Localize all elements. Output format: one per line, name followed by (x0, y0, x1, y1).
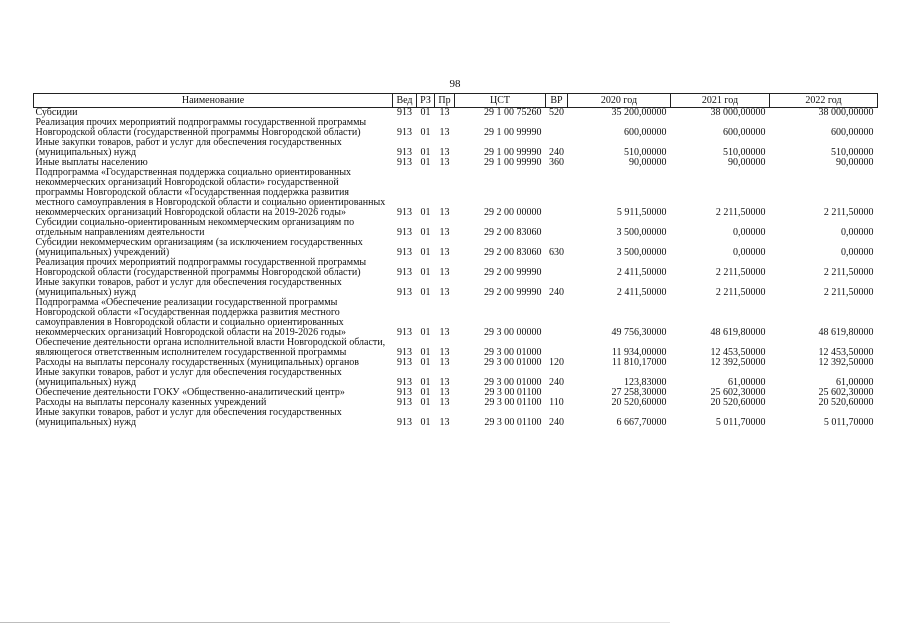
row-value-2020: 3 500,00000 (616, 247, 667, 258)
row-rz: 01 (420, 267, 431, 278)
row-vr: 360 (549, 157, 564, 168)
scan-edge-line-faint (400, 622, 670, 623)
row-value-2022: 20 520,60000 (818, 397, 874, 408)
table-row (34, 338, 878, 358)
row-cst: 29 1 00 99990 (484, 127, 542, 138)
row-rz: 01 (420, 347, 431, 358)
header-name: Наименование (34, 94, 393, 108)
row-rz: 01 (420, 147, 431, 158)
row-name: Иные закупки товаров, работ и услуг для обеспечения государственных (муниципальных) нужд (35, 367, 342, 388)
row-ved: 913 (397, 417, 412, 428)
row-value-2020: 510,00000 (624, 147, 667, 158)
table-row (34, 238, 878, 258)
row-value-2022: 5 011,70000 (823, 417, 874, 428)
row-value-2022: 2 211,50000 (823, 207, 874, 218)
row-vr (546, 258, 568, 278)
row-ved: 913 (397, 107, 412, 118)
row-cst: 29 3 00 01000 (484, 377, 542, 388)
row-name: Иные закупки товаров, работ и услуг для обеспечения государственных (муниципальных) нужд (35, 407, 342, 428)
row-value-2021: 25 602,30000 (710, 387, 766, 398)
row-value-2021: 2 211,50000 (715, 287, 766, 298)
page-number: 98 (449, 78, 461, 90)
row-vr: 120 (549, 357, 564, 368)
row-value-2022: 38 000,00000 (818, 107, 874, 118)
row-pr: 13 (439, 227, 450, 238)
row-rz: 01 (420, 377, 431, 388)
row-pr: 13 (439, 377, 450, 388)
row-ved: 913 (397, 377, 412, 388)
row-value-2022: 25 602,30000 (818, 387, 874, 398)
row-ved: 913 (397, 227, 412, 238)
row-value-2020: 27 258,30000 (611, 387, 667, 398)
row-name: Реализация прочих мероприятий подпрограммы государственной программы Новгородской области (государственной программы Новгородской области) (35, 117, 367, 138)
row-pr: 13 (439, 127, 450, 138)
row-cst: 29 3 00 01000 (484, 347, 542, 358)
row-ved: 913 (397, 127, 412, 138)
row-value-2021: 12 392,50000 (710, 357, 766, 368)
row-value-2021: 600,00000 (723, 127, 766, 138)
row-value-2022: 90,00000 (836, 157, 874, 168)
row-rz: 01 (420, 357, 431, 368)
row-value-2022: 2 211,50000 (823, 267, 874, 278)
row-pr: 13 (439, 397, 450, 408)
header-rz: РЗ (417, 94, 435, 108)
row-cst: 29 1 00 99990 (484, 157, 542, 168)
row-vr: 240 (549, 377, 564, 388)
row-cst: 29 3 00 01100 (484, 397, 542, 408)
row-rz: 01 (420, 387, 431, 398)
header-2021: 2021 год (671, 94, 770, 108)
row-value-2021: 61,00000 (728, 377, 766, 388)
table-row (34, 218, 878, 238)
row-value-2021: 2 211,50000 (715, 207, 766, 218)
row-vr (546, 338, 568, 358)
row-value-2022: 61,00000 (836, 377, 874, 388)
header-vr: ВР (546, 94, 568, 108)
row-pr: 13 (439, 287, 450, 298)
row-value-2022: 48 619,80000 (818, 327, 874, 338)
row-value-2022: 510,00000 (831, 147, 874, 158)
row-name: Субсидии социально-ориентированным некоммерческим организациям по отдельным направлениям деятельности (35, 217, 355, 238)
row-vr: 240 (549, 147, 564, 158)
header-2022: 2022 год (770, 94, 878, 108)
row-value-2022: 0,00000 (841, 247, 874, 258)
row-value-2022: 2 211,50000 (823, 287, 874, 298)
row-value-2021: 38 000,00000 (710, 107, 766, 118)
row-pr: 13 (439, 207, 450, 218)
table-row (34, 168, 878, 218)
row-vr: 520 (549, 107, 564, 118)
table-row (34, 368, 878, 388)
row-ved: 913 (397, 327, 412, 338)
row-ved: 913 (397, 247, 412, 258)
row-name: Обеспечение деятельности ГОКУ «Общественно-аналитический центр» (35, 387, 345, 398)
row-name: Расходы на выплаты персоналу казенных учреждений (35, 397, 267, 408)
header-cst: ЦСТ (455, 94, 546, 108)
row-vr: 240 (549, 417, 564, 428)
header-pr: Пр (435, 94, 455, 108)
row-value-2020: 35 200,00000 (611, 107, 667, 118)
row-ved: 913 (397, 347, 412, 358)
row-pr: 13 (439, 107, 450, 118)
row-value-2021: 5 011,70000 (715, 417, 766, 428)
row-value-2021: 0,00000 (733, 227, 766, 238)
row-rz: 01 (420, 327, 431, 338)
row-name: Иные закупки товаров, работ и услуг для обеспечения государственных (муниципальных) нужд (35, 277, 342, 298)
row-cst: 29 2 00 83060 (484, 227, 542, 238)
row-value-2021: 12 453,50000 (710, 347, 766, 358)
row-value-2020: 3 500,00000 (616, 227, 667, 238)
row-cst: 29 2 00 83060 (484, 247, 542, 258)
row-name: Субсидии (35, 107, 78, 118)
table-header-row (34, 94, 878, 108)
row-name: Подпрограмма «Обеспечение реализации государственной программы Новгородской области «Государственная поддержка развития местного самоуправления в Новгородской области и социально ориентированных некоммерческих организаций Новгородской области на 2019-2026 годы» (35, 297, 347, 338)
row-vr: 630 (549, 247, 564, 258)
table-row (34, 118, 878, 138)
table-row (34, 258, 878, 278)
row-ved: 913 (397, 147, 412, 158)
row-value-2021: 0,00000 (733, 247, 766, 258)
row-rz: 01 (420, 397, 431, 408)
row-value-2020: 600,00000 (624, 127, 667, 138)
row-pr: 13 (439, 157, 450, 168)
row-value-2022: 12 453,50000 (818, 347, 874, 358)
row-value-2022: 0,00000 (841, 227, 874, 238)
row-value-2020: 123,83000 (624, 377, 667, 388)
row-ved: 913 (397, 157, 412, 168)
row-value-2022: 600,00000 (831, 127, 874, 138)
row-value-2021: 20 520,60000 (710, 397, 766, 408)
row-cst: 29 2 00 99990 (484, 267, 542, 278)
row-ved: 913 (397, 287, 412, 298)
row-pr: 13 (439, 247, 450, 258)
row-rz: 01 (420, 157, 431, 168)
row-cst: 29 3 00 01100 (484, 417, 542, 428)
table-row (34, 138, 878, 158)
budget-table (33, 93, 878, 428)
row-value-2021: 48 619,80000 (710, 327, 766, 338)
row-value-2020: 2 411,50000 (616, 267, 667, 278)
row-rz: 01 (420, 247, 431, 258)
row-ved: 913 (397, 397, 412, 408)
header-ved: Вед (393, 94, 417, 108)
row-cst: 29 3 00 01000 (484, 357, 542, 368)
row-value-2020: 90,00000 (629, 157, 667, 168)
row-name: Обеспечение деятельности органа исполнительной власти Новгородской области, являющегося ответственным исполнителем государственной программы (35, 337, 386, 358)
row-cst: 29 2 00 99990 (484, 287, 542, 298)
row-ved: 913 (397, 207, 412, 218)
row-value-2020: 20 520,60000 (611, 397, 667, 408)
row-rz: 01 (420, 227, 431, 238)
scan-edge-line (0, 622, 400, 623)
row-vr (546, 218, 568, 238)
row-value-2022: 12 392,50000 (818, 357, 874, 368)
table-row (34, 278, 878, 298)
row-value-2020: 5 911,50000 (616, 207, 667, 218)
row-ved: 913 (397, 387, 412, 398)
row-cst: 29 3 00 01100 (484, 387, 542, 398)
row-value-2021: 2 211,50000 (715, 267, 766, 278)
row-vr (546, 168, 568, 218)
row-cst: 29 3 00 00000 (484, 327, 542, 338)
row-vr (546, 298, 568, 338)
row-name: Расходы на выплаты персоналу государственных (муниципальных) органов (35, 357, 360, 368)
row-value-2020: 11 810,17000 (611, 357, 667, 368)
row-pr: 13 (439, 387, 450, 398)
row-pr: 13 (439, 347, 450, 358)
row-name: Иные выплаты населению (35, 157, 148, 168)
row-value-2020: 6 667,70000 (616, 417, 667, 428)
row-name: Реализация прочих мероприятий подпрограммы государственной программы Новгородской области (государственной программы Новгородской области) (35, 257, 367, 278)
row-ved: 913 (397, 357, 412, 368)
row-rz: 01 (420, 287, 431, 298)
row-rz: 01 (420, 107, 431, 118)
row-vr: 240 (549, 287, 564, 298)
row-cst: 29 1 00 99990 (484, 147, 542, 158)
row-cst: 29 1 00 75260 (484, 107, 542, 118)
row-value-2020: 2 411,50000 (616, 287, 667, 298)
header-2020: 2020 год (568, 94, 671, 108)
row-name: Иные закупки товаров, работ и услуг для обеспечения государственных (муниципальных) нужд (35, 137, 342, 158)
row-value-2020: 49 756,30000 (611, 327, 667, 338)
row-pr: 13 (439, 357, 450, 368)
row-rz: 01 (420, 207, 431, 218)
row-pr: 13 (439, 327, 450, 338)
table-row (34, 298, 878, 338)
row-pr: 13 (439, 417, 450, 428)
row-pr: 13 (439, 267, 450, 278)
row-value-2020: 11 934,00000 (611, 347, 667, 358)
table-body (34, 108, 878, 429)
row-name: Субсидии некоммерческим организациям (за исключением государственных (муниципальных) учреждений) (35, 237, 363, 258)
table-row (34, 408, 878, 428)
row-name: Подпрограмма «Государственная поддержка социально ориентированных некоммерческих организаций Новгородской области» государственной программы Новгородской области «Государственная поддержка развития местного самоуправления в Новгородской области и социально ориентированных некоммерческих организаций Новгородской области на 2019-2026 годы» (35, 167, 386, 218)
row-value-2021: 90,00000 (728, 157, 766, 168)
row-rz: 01 (420, 127, 431, 138)
row-ved: 913 (397, 267, 412, 278)
row-vr: 110 (549, 397, 564, 408)
row-rz: 01 (420, 417, 431, 428)
row-cst: 29 2 00 00000 (484, 207, 542, 218)
row-pr: 13 (439, 147, 450, 158)
row-vr (546, 118, 568, 138)
row-value-2021: 510,00000 (723, 147, 766, 158)
